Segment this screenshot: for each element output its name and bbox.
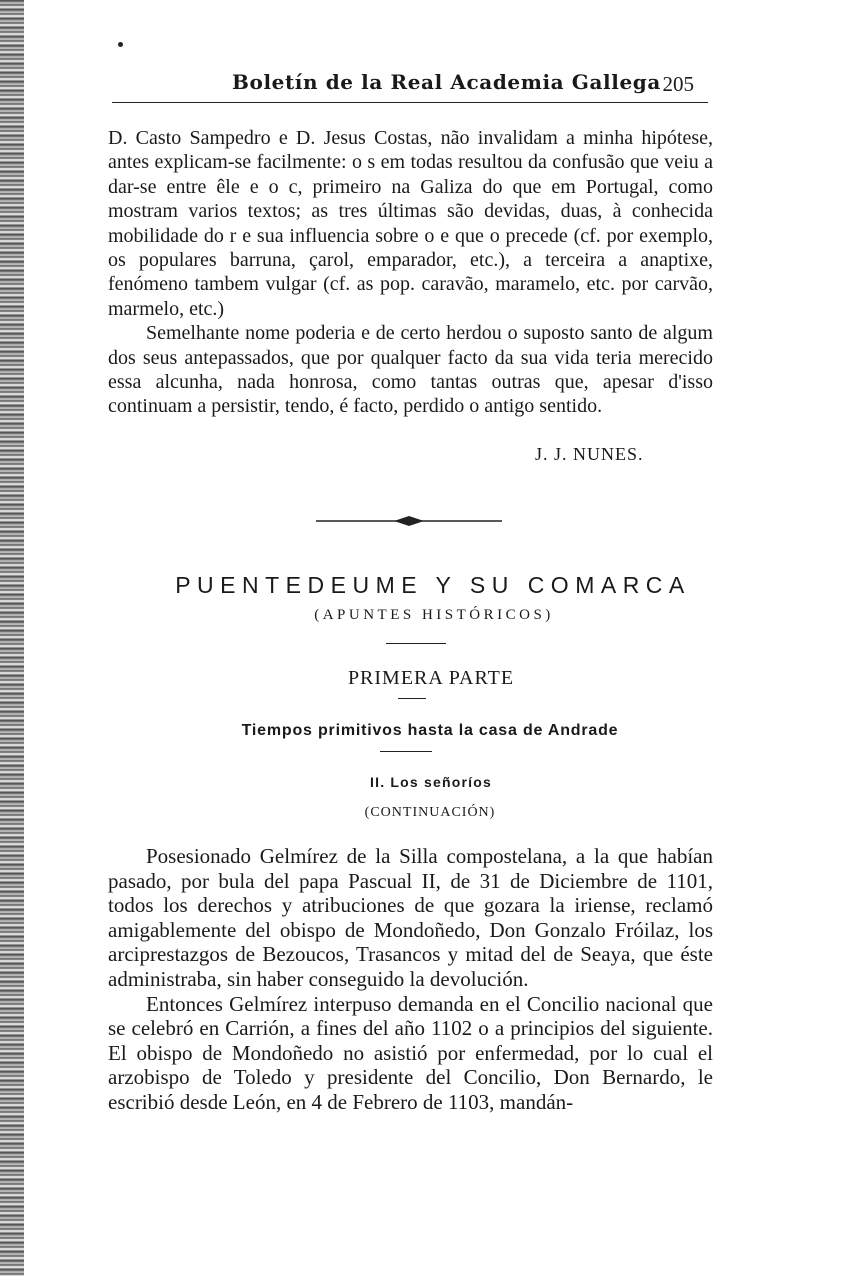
running-head: Boletín de la Real Academia Gallega [232,70,661,94]
part-title: PRIMERA PARTE [347,667,515,689]
page-binding-edge [0,0,24,1276]
page-number: 205 [662,72,694,96]
new-article-text [108,844,713,1115]
article-title: PUENTEDEUME Y SU COMARCA [175,572,691,598]
divider-rule [380,751,432,752]
paragraph: Semelhante nome poderia e de certo herdou o suposto santo de algum dos seus antepassados, que por qualquer facto da sua vida teria merecido essa alcunha, nada honrosa, como tantas outras que, apesar d'isso continuam a persistir, tendo, é facto, perdido o antigo sentido. [108,322,713,418]
paragraph: D. Casto Sampedro e D. Jesus Costas, não invalidam a minha hipótese, antes explicam-se facilmente: o s em todas resultou da confusão que veiu a dar-se entre êle e o c, primeiro na Galiza do que em Portugal, como mostram varios textos; as tres últimas são devidas, duas, à conhecida mobilidade do r e sua influencia sobre o e que o precede (cf. por exemplo, os populares barruna, çarol, emparador, etc.), a terceira a anaptixe, fenómeno tambem vulgar (cf. as pop. caravão, maramelo, etc. por carvão, marmelo, etc.) [108,127,713,320]
divider-rule [398,698,426,699]
continuation-label: (CONTINUACIÓN) [364,805,496,820]
article-subtitle: (APUNTES HISTÓRICOS) [314,607,554,623]
paragraph: Posesionado Gelmírez de la Silla compostelana, a la que habían pasado, por bula del papa Pascual II, de 31 de Diciembre de 1101, todos los derechos y atribuciones de que gozara la iriense, reclamó amigablemente del obispo de Mondoñedo, Don Gonzalo Fróilaz, los arciprestazgos de Bezoucos, Trasancos y mitad del de Seaya, que éste administraba, sin haber conseguido la devolución. [108,844,713,991]
author-signature: J. J. NUNES. [535,444,644,464]
section-divider-ornament [316,512,502,530]
page-header [112,62,708,103]
chapter-title: Tiempos primitivos hasta la casa de Andrade [241,722,619,739]
paragraph: Entonces Gelmírez interpuso demanda en el Concilio nacional que se celebró en Carrión, a fines del año 1102 o a principios del siguiente. El obispo de Mondoñedo no asistió por enfermedad, por lo cual el arzobispo de Toledo y presidente del Concilio, Don Bernardo, le escribió desde León, en 4 de Febrero de 1103, mandán- [108,991,713,1114]
article-end-text [108,126,713,419]
ink-speck [118,42,123,47]
section-heading: II. Los señoríos [370,774,492,790]
divider-rule [386,643,446,644]
